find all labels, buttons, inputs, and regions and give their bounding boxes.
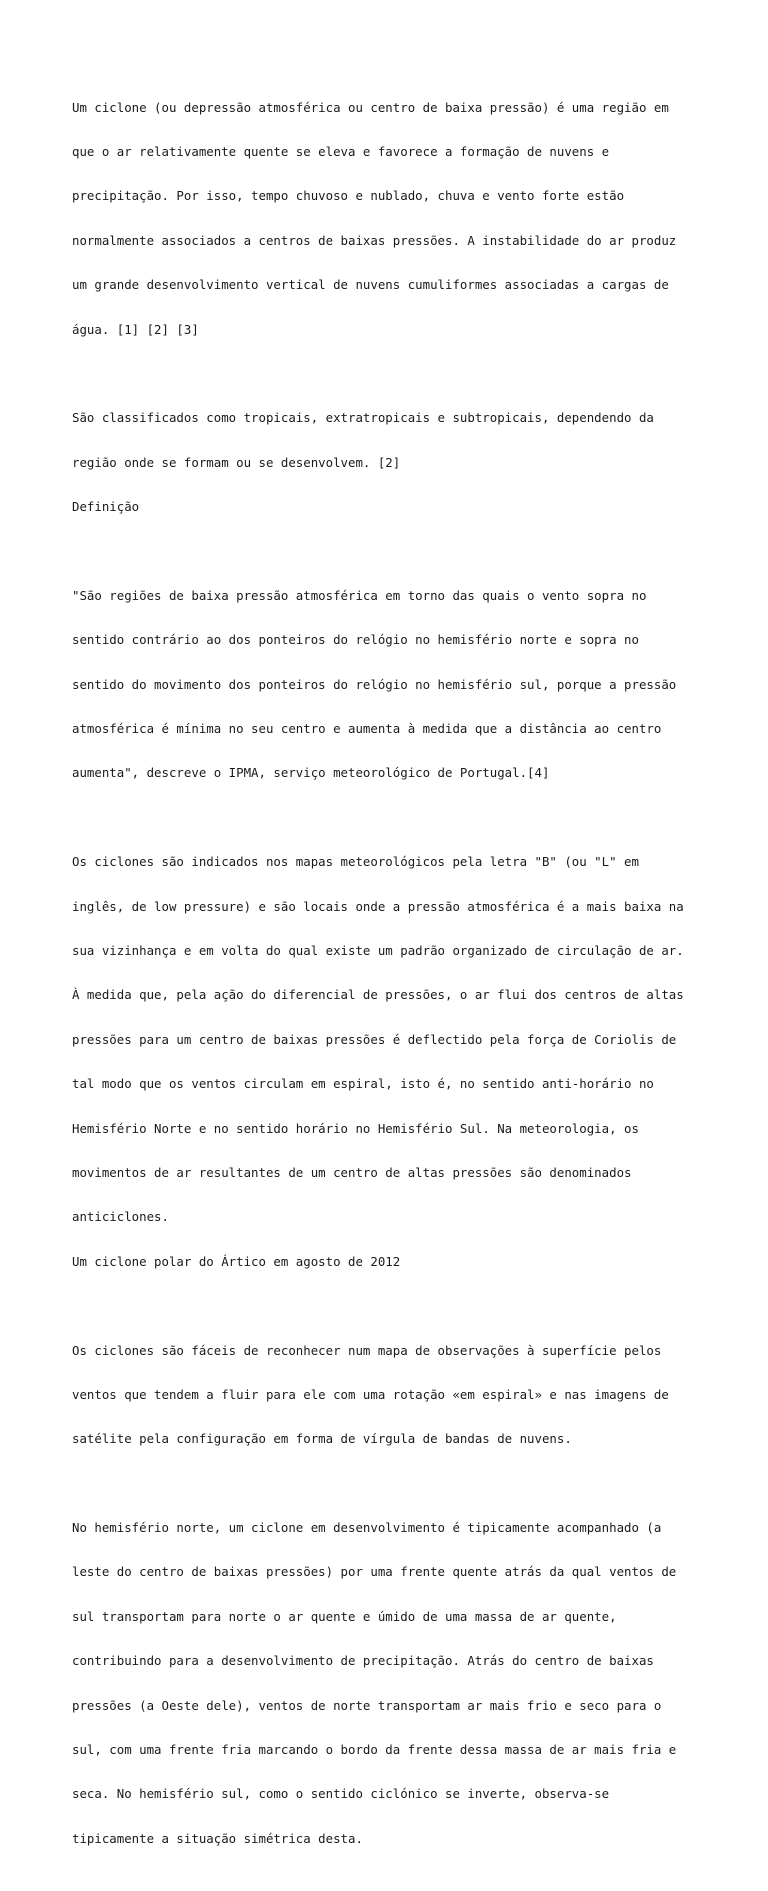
text-line: atmosférica é mínima no seu centro e aumenta à medida que a distância ao centro	[72, 721, 662, 737]
text-line: inglês, de low pressure) e são locais onde a pressão atmosférica é a mais baixa na	[72, 898, 684, 914]
text-line: precipitação. Por isso, tempo chuvoso e nublado, chuva e vento forte estão	[72, 188, 625, 204]
text-line: tal modo que os ventos circulam em espiral, isto é, no sentido anti-horário no	[72, 1076, 654, 1092]
paragraph-classification	[72, 382, 712, 545]
text-line: movimentos de ar resultantes de um centro de altas pressões são denominados	[72, 1164, 632, 1180]
text-line: São classificados como tropicais, extratropicais e subtropicais, dependendo da	[72, 410, 654, 426]
text-line: normalmente associados a centros de baixas pressões. A instabilidade do ar produz	[72, 232, 677, 248]
text-line: contribuindo para a desenvolvimento de precipitação. Atrás do centro de baixas	[72, 1653, 654, 1669]
text-line: Hemisfério Norte e no sentido horário no Hemisfério Sul. Na meteorologia, os	[72, 1120, 639, 1136]
text-line: leste do centro de baixas pressões) por uma frente quente atrás da qual ventos de	[72, 1564, 677, 1580]
paragraph-intro	[72, 71, 712, 367]
paragraph-maps	[72, 826, 712, 1300]
document-page	[72, 71, 712, 1891]
text-line: aumenta", descreve o IPMA, serviço meteorológico de Portugal.[4]	[72, 765, 550, 781]
image-caption: Um ciclone polar do Ártico em agosto de 2012	[72, 1253, 401, 1269]
text-line: sentido contrário ao dos ponteiros do relógio no hemisfério norte e sopra no	[72, 632, 639, 648]
text-line: sul transportam para norte o ar quente e úmido de uma massa de ar quente,	[72, 1608, 617, 1624]
text-line: Um ciclone (ou depressão atmosférica ou centro de baixa pressão) é uma região em	[72, 99, 669, 115]
text-line: sentido do movimento dos ponteiros do relógio no hemisfério sul, porque a pressão	[72, 676, 677, 692]
text-line: satélite pela configuração em forma de vírgula de bandas de nuvens.	[72, 1431, 572, 1447]
paragraph-recognition	[72, 1314, 712, 1477]
paragraph-northern-hemisphere	[72, 1492, 712, 1877]
text-line: sua vizinhança e em volta do qual existe um padrão organizado de circulação de ar.	[72, 943, 684, 959]
text-line: anticiclones.	[72, 1209, 169, 1225]
text-line: No hemisfério norte, um ciclone em desenvolvimento é tipicamente acompanhado (a	[72, 1520, 662, 1536]
text-line: Os ciclones são indicados nos mapas meteorológicos pela letra "B" (ou "L" em	[72, 854, 639, 870]
text-line: água. [1] [2] [3]	[72, 321, 199, 337]
text-line: região onde se formam ou se desenvolvem. [2]	[72, 454, 401, 470]
paragraph-definition-quote	[72, 559, 712, 811]
text-line: "São regiões de baixa pressão atmosférica em torno das quais o vento sopra no	[72, 587, 647, 603]
text-line: pressões (a Oeste dele), ventos de norte transportam ar mais frio e seco para o	[72, 1697, 662, 1713]
text-line: ventos que tendem a fluir para ele com uma rotação «em espiral» e nas imagens de	[72, 1386, 669, 1402]
text-line: seca. No hemisfério sul, como o sentido ciclónico se inverte, observa-se	[72, 1786, 610, 1802]
text-line: Os ciclones são fáceis de reconhecer num mapa de observações à superfície pelos	[72, 1342, 662, 1358]
text-line: pressões para um centro de baixas pressões é deflectido pela força de Coriolis de	[72, 1031, 677, 1047]
text-line: tipicamente a situação simétrica desta.	[72, 1830, 363, 1846]
text-line: À medida que, pela ação do diferencial de pressões, o ar flui dos centros de altas	[72, 987, 684, 1003]
text-line: que o ar relativamente quente se eleva e favorece a formação de nuvens e	[72, 143, 610, 159]
section-heading-definicao: Definição	[72, 499, 140, 515]
text-line: um grande desenvolvimento vertical de nuvens cumuliformes associadas a cargas de	[72, 277, 669, 293]
text-line: sul, com uma frente fria marcando o bordo da frente dessa massa de ar mais fria e	[72, 1742, 677, 1758]
